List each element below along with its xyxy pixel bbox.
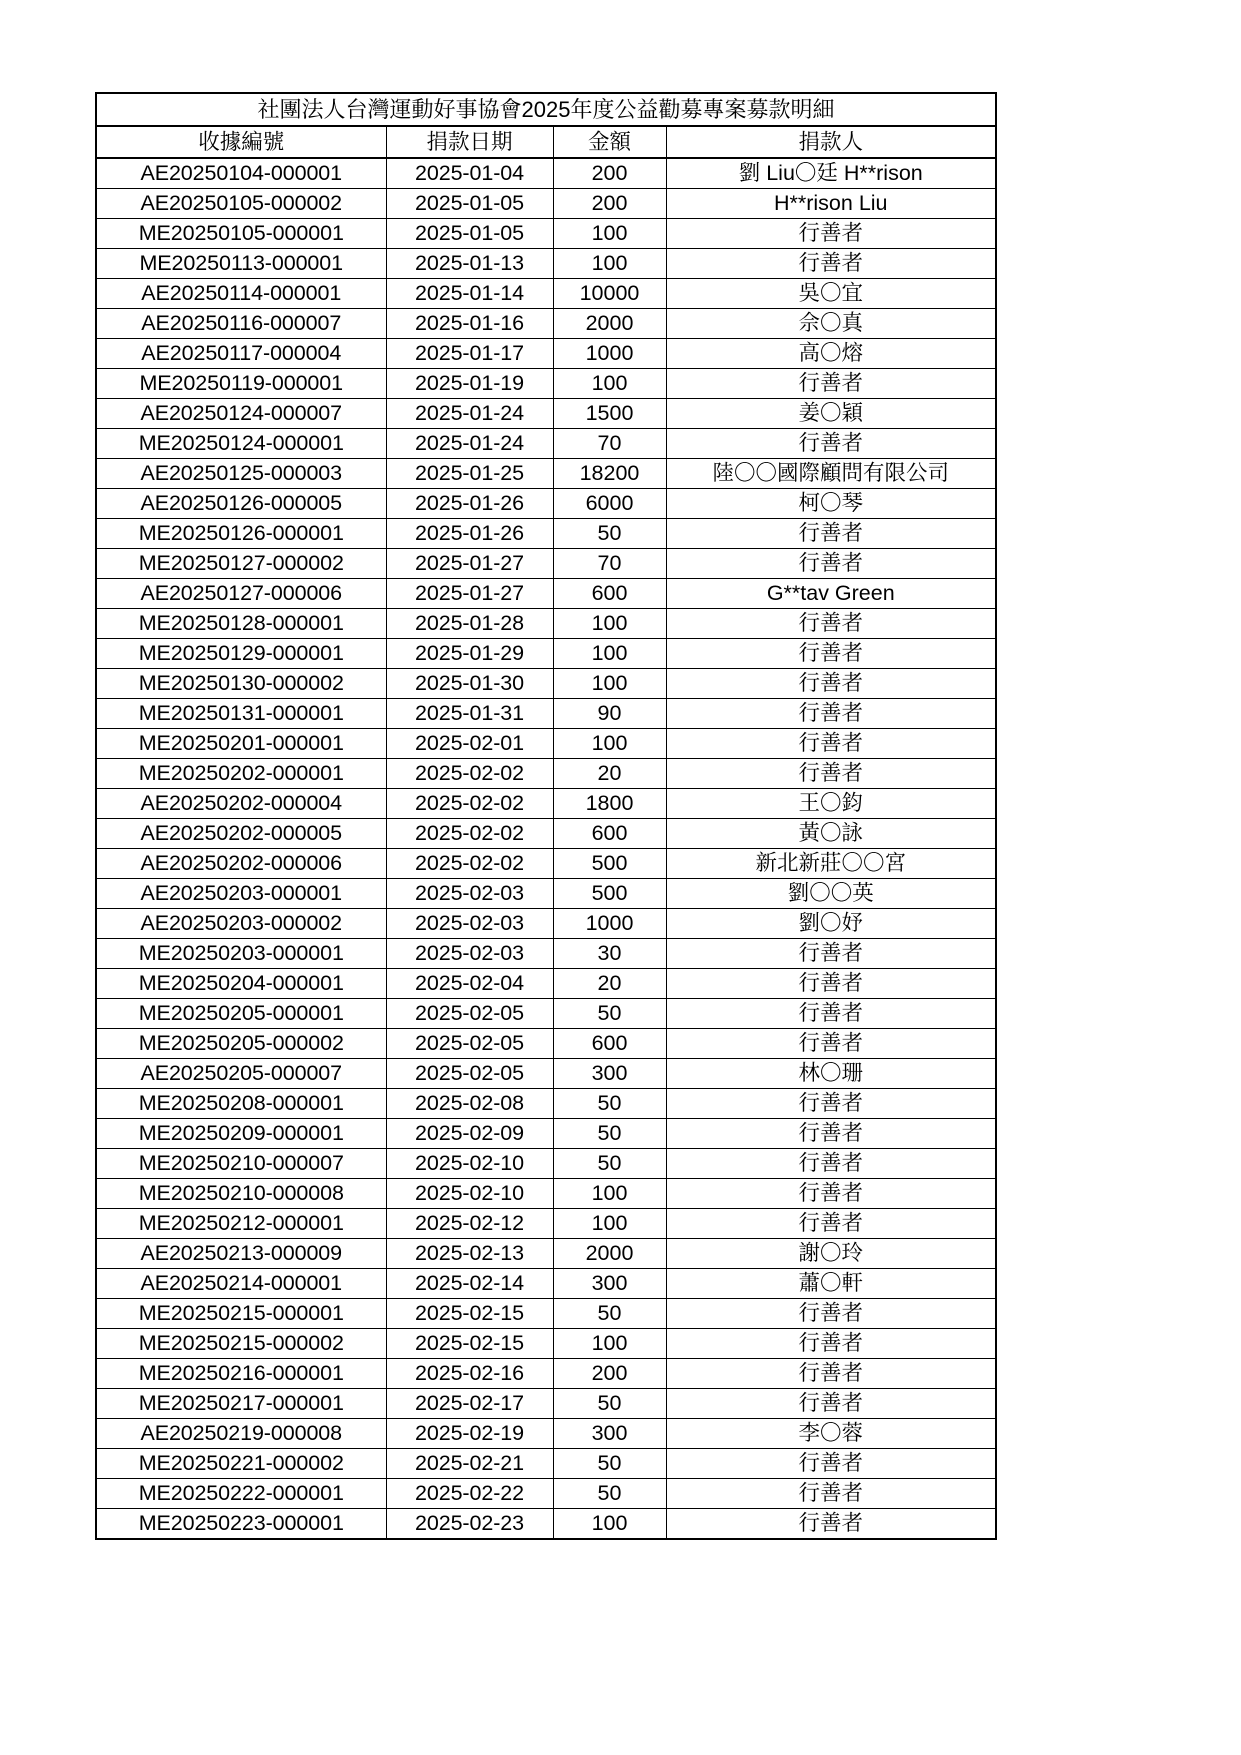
table-row <box>96 939 996 969</box>
cell-receipt: AE20250105-000002 <box>96 189 386 219</box>
table-row <box>96 729 996 759</box>
cell-date: 2025-02-02 <box>386 819 553 849</box>
table-title-row <box>96 93 996 126</box>
cell-amount: 1800 <box>553 789 666 819</box>
cell-date: 2025-02-03 <box>386 879 553 909</box>
cell-donor: 行善者 <box>666 969 996 999</box>
cell-donor: 行善者 <box>666 1209 996 1239</box>
cell-donor: 行善者 <box>666 519 996 549</box>
table-row <box>96 1329 996 1359</box>
cell-amount: 1000 <box>553 339 666 369</box>
table-row <box>96 1479 996 1509</box>
cell-receipt: AE20250116-000007 <box>96 309 386 339</box>
cell-date: 2025-02-23 <box>386 1509 553 1540</box>
cell-amount: 100 <box>553 729 666 759</box>
cell-date: 2025-01-30 <box>386 669 553 699</box>
cell-receipt: AE20250127-000006 <box>96 579 386 609</box>
column-header-date: 捐款日期 <box>386 126 553 158</box>
cell-amount: 100 <box>553 1179 666 1209</box>
cell-donor: 新北新莊〇〇宮 <box>666 849 996 879</box>
cell-donor: 李〇蓉 <box>666 1419 996 1449</box>
cell-donor: 高〇熔 <box>666 339 996 369</box>
cell-amount: 200 <box>553 158 666 189</box>
cell-date: 2025-02-21 <box>386 1449 553 1479</box>
cell-receipt: AE20250214-000001 <box>96 1269 386 1299</box>
cell-date: 2025-01-25 <box>386 459 553 489</box>
cell-donor: 行善者 <box>666 999 996 1029</box>
cell-receipt: ME20250208-000001 <box>96 1089 386 1119</box>
cell-donor: 林〇珊 <box>666 1059 996 1089</box>
column-header-donor: 捐款人 <box>666 126 996 158</box>
table-row <box>96 669 996 699</box>
cell-date: 2025-02-19 <box>386 1419 553 1449</box>
cell-receipt: AE20250203-000001 <box>96 879 386 909</box>
cell-date: 2025-01-24 <box>386 399 553 429</box>
cell-receipt: AE20250104-000001 <box>96 158 386 189</box>
table-row <box>96 579 996 609</box>
table-row <box>96 1419 996 1449</box>
cell-donor: 行善者 <box>666 669 996 699</box>
cell-receipt: AE20250202-000005 <box>96 819 386 849</box>
cell-amount: 50 <box>553 1089 666 1119</box>
cell-amount: 6000 <box>553 489 666 519</box>
cell-receipt: AE20250202-000006 <box>96 849 386 879</box>
cell-receipt: ME20250113-000001 <box>96 249 386 279</box>
cell-receipt: ME20250209-000001 <box>96 1119 386 1149</box>
cell-receipt: AE20250125-000003 <box>96 459 386 489</box>
cell-receipt: ME20250215-000001 <box>96 1299 386 1329</box>
cell-date: 2025-01-28 <box>386 609 553 639</box>
table-row <box>96 609 996 639</box>
table-row <box>96 1389 996 1419</box>
table-row <box>96 429 996 459</box>
table-row <box>96 1119 996 1149</box>
cell-receipt: ME20250205-000002 <box>96 1029 386 1059</box>
cell-date: 2025-02-15 <box>386 1329 553 1359</box>
cell-amount: 500 <box>553 879 666 909</box>
cell-date: 2025-01-29 <box>386 639 553 669</box>
cell-date: 2025-02-05 <box>386 1029 553 1059</box>
cell-donor: 劉〇妤 <box>666 909 996 939</box>
table-row <box>96 1089 996 1119</box>
table-row <box>96 369 996 399</box>
cell-receipt: AE20250202-000004 <box>96 789 386 819</box>
cell-amount: 50 <box>553 1449 666 1479</box>
cell-amount: 100 <box>553 669 666 699</box>
cell-date: 2025-01-26 <box>386 519 553 549</box>
cell-donor: 行善者 <box>666 639 996 669</box>
cell-receipt: ME20250128-000001 <box>96 609 386 639</box>
table-row <box>96 1149 996 1179</box>
table-row <box>96 1299 996 1329</box>
cell-date: 2025-01-26 <box>386 489 553 519</box>
cell-date: 2025-02-17 <box>386 1389 553 1419</box>
cell-amount: 2000 <box>553 309 666 339</box>
cell-amount: 500 <box>553 849 666 879</box>
cell-receipt: ME20250124-000001 <box>96 429 386 459</box>
cell-amount: 100 <box>553 249 666 279</box>
cell-donor: H**rison Liu <box>666 189 996 219</box>
table-row <box>96 158 996 189</box>
cell-date: 2025-02-01 <box>386 729 553 759</box>
cell-receipt: ME20250201-000001 <box>96 729 386 759</box>
cell-amount: 70 <box>553 429 666 459</box>
cell-date: 2025-01-27 <box>386 549 553 579</box>
cell-donor: 行善者 <box>666 1479 996 1509</box>
cell-amount: 90 <box>553 699 666 729</box>
cell-date: 2025-02-13 <box>386 1239 553 1269</box>
cell-amount: 1500 <box>553 399 666 429</box>
cell-date: 2025-02-02 <box>386 759 553 789</box>
cell-receipt: ME20250210-000008 <box>96 1179 386 1209</box>
cell-amount: 1000 <box>553 909 666 939</box>
cell-receipt: ME20250212-000001 <box>96 1209 386 1239</box>
cell-donor: 行善者 <box>666 1449 996 1479</box>
table-row <box>96 219 996 249</box>
cell-date: 2025-01-19 <box>386 369 553 399</box>
table-row <box>96 969 996 999</box>
table-row <box>96 909 996 939</box>
cell-receipt: AE20250205-000007 <box>96 1059 386 1089</box>
cell-amount: 30 <box>553 939 666 969</box>
cell-donor: 行善者 <box>666 1329 996 1359</box>
cell-donor: 行善者 <box>666 759 996 789</box>
cell-donor: G**tav Green <box>666 579 996 609</box>
cell-date: 2025-02-10 <box>386 1179 553 1209</box>
cell-amount: 100 <box>553 609 666 639</box>
cell-receipt: ME20250127-000002 <box>96 549 386 579</box>
cell-date: 2025-01-24 <box>386 429 553 459</box>
cell-donor: 行善者 <box>666 729 996 759</box>
cell-receipt: AE20250114-000001 <box>96 279 386 309</box>
cell-receipt: ME20250129-000001 <box>96 639 386 669</box>
table-row <box>96 339 996 369</box>
cell-amount: 600 <box>553 819 666 849</box>
cell-receipt: ME20250130-000002 <box>96 669 386 699</box>
cell-receipt: ME20250221-000002 <box>96 1449 386 1479</box>
cell-donor: 劉 Liu〇廷 H**rison <box>666 158 996 189</box>
cell-date: 2025-02-10 <box>386 1149 553 1179</box>
cell-donor: 黃〇詠 <box>666 819 996 849</box>
cell-receipt: ME20250119-000001 <box>96 369 386 399</box>
cell-amount: 50 <box>553 999 666 1029</box>
table-row <box>96 789 996 819</box>
cell-donor: 蕭〇軒 <box>666 1269 996 1299</box>
cell-donor: 行善者 <box>666 549 996 579</box>
cell-receipt: ME20250217-000001 <box>96 1389 386 1419</box>
cell-date: 2025-02-02 <box>386 849 553 879</box>
cell-amount: 18200 <box>553 459 666 489</box>
table-row <box>96 639 996 669</box>
cell-donor: 行善者 <box>666 1089 996 1119</box>
cell-receipt: ME20250105-000001 <box>96 219 386 249</box>
cell-receipt: AE20250219-000008 <box>96 1419 386 1449</box>
cell-donor: 陸〇〇國際顧問有限公司 <box>666 459 996 489</box>
table-row <box>96 1269 996 1299</box>
cell-amount: 50 <box>553 1389 666 1419</box>
table-row <box>96 249 996 279</box>
cell-amount: 100 <box>553 639 666 669</box>
cell-receipt: ME20250126-000001 <box>96 519 386 549</box>
cell-amount: 600 <box>553 579 666 609</box>
cell-amount: 50 <box>553 1149 666 1179</box>
table-row <box>96 879 996 909</box>
cell-amount: 2000 <box>553 1239 666 1269</box>
cell-receipt: ME20250205-000001 <box>96 999 386 1029</box>
cell-date: 2025-02-12 <box>386 1209 553 1239</box>
table-header-row <box>96 126 996 158</box>
cell-donor: 行善者 <box>666 699 996 729</box>
cell-amount: 100 <box>553 369 666 399</box>
table-row <box>96 519 996 549</box>
cell-date: 2025-02-03 <box>386 909 553 939</box>
table-row <box>96 1239 996 1269</box>
table-row <box>96 399 996 429</box>
donation-ledger-table <box>95 92 997 1540</box>
cell-donor: 行善者 <box>666 249 996 279</box>
cell-receipt: ME20250203-000001 <box>96 939 386 969</box>
cell-receipt: AE20250203-000002 <box>96 909 386 939</box>
cell-date: 2025-02-15 <box>386 1299 553 1329</box>
cell-receipt: ME20250204-000001 <box>96 969 386 999</box>
cell-date: 2025-01-16 <box>386 309 553 339</box>
cell-date: 2025-02-05 <box>386 999 553 1029</box>
cell-amount: 50 <box>553 1479 666 1509</box>
table-row <box>96 1509 996 1540</box>
cell-amount: 100 <box>553 219 666 249</box>
cell-date: 2025-01-31 <box>386 699 553 729</box>
cell-amount: 200 <box>553 189 666 219</box>
cell-receipt: ME20250223-000001 <box>96 1509 386 1540</box>
cell-date: 2025-02-03 <box>386 939 553 969</box>
cell-date: 2025-02-02 <box>386 789 553 819</box>
cell-amount: 100 <box>553 1509 666 1540</box>
table-row <box>96 699 996 729</box>
table-row <box>96 459 996 489</box>
cell-donor: 柯〇琴 <box>666 489 996 519</box>
cell-date: 2025-01-05 <box>386 189 553 219</box>
column-header-receipt: 收據編號 <box>96 126 386 158</box>
cell-date: 2025-02-05 <box>386 1059 553 1089</box>
cell-amount: 200 <box>553 1359 666 1389</box>
table-row <box>96 849 996 879</box>
cell-receipt: AE20250117-000004 <box>96 339 386 369</box>
cell-receipt: ME20250210-000007 <box>96 1149 386 1179</box>
table-row <box>96 759 996 789</box>
table-row <box>96 819 996 849</box>
cell-receipt: AE20250213-000009 <box>96 1239 386 1269</box>
cell-donor: 行善者 <box>666 1299 996 1329</box>
table-row <box>96 489 996 519</box>
table-row <box>96 1029 996 1059</box>
cell-receipt: ME20250216-000001 <box>96 1359 386 1389</box>
cell-donor: 行善者 <box>666 1509 996 1540</box>
cell-amount: 70 <box>553 549 666 579</box>
cell-donor: 吳〇宜 <box>666 279 996 309</box>
cell-donor: 行善者 <box>666 1389 996 1419</box>
cell-donor: 謝〇玲 <box>666 1239 996 1269</box>
cell-date: 2025-02-08 <box>386 1089 553 1119</box>
table-row <box>96 279 996 309</box>
cell-date: 2025-02-16 <box>386 1359 553 1389</box>
cell-amount: 20 <box>553 759 666 789</box>
table-row <box>96 1449 996 1479</box>
cell-amount: 10000 <box>553 279 666 309</box>
cell-donor: 行善者 <box>666 609 996 639</box>
cell-donor: 行善者 <box>666 219 996 249</box>
cell-donor: 行善者 <box>666 939 996 969</box>
cell-donor: 行善者 <box>666 1119 996 1149</box>
cell-date: 2025-01-05 <box>386 219 553 249</box>
table-row <box>96 309 996 339</box>
cell-amount: 50 <box>553 519 666 549</box>
cell-amount: 50 <box>553 1119 666 1149</box>
cell-date: 2025-01-14 <box>386 279 553 309</box>
cell-date: 2025-01-04 <box>386 158 553 189</box>
cell-date: 2025-02-04 <box>386 969 553 999</box>
table-row <box>96 999 996 1029</box>
cell-amount: 50 <box>553 1299 666 1329</box>
table-row <box>96 1059 996 1089</box>
cell-donor: 行善者 <box>666 1029 996 1059</box>
cell-date: 2025-02-22 <box>386 1479 553 1509</box>
cell-amount: 300 <box>553 1059 666 1089</box>
cell-date: 2025-02-09 <box>386 1119 553 1149</box>
cell-donor: 姜〇穎 <box>666 399 996 429</box>
cell-receipt: ME20250202-000001 <box>96 759 386 789</box>
cell-amount: 100 <box>553 1209 666 1239</box>
cell-donor: 行善者 <box>666 369 996 399</box>
table-row <box>96 1209 996 1239</box>
cell-donor: 行善者 <box>666 1149 996 1179</box>
table-body <box>96 93 996 1539</box>
table-row <box>96 549 996 579</box>
cell-date: 2025-01-13 <box>386 249 553 279</box>
cell-donor: 行善者 <box>666 1179 996 1209</box>
cell-amount: 100 <box>553 1329 666 1359</box>
cell-donor: 行善者 <box>666 1359 996 1389</box>
cell-amount: 600 <box>553 1029 666 1059</box>
cell-donor: 行善者 <box>666 429 996 459</box>
cell-date: 2025-01-27 <box>386 579 553 609</box>
cell-donor: 劉〇〇英 <box>666 879 996 909</box>
cell-amount: 300 <box>553 1419 666 1449</box>
cell-donor: 佘〇真 <box>666 309 996 339</box>
cell-date: 2025-02-14 <box>386 1269 553 1299</box>
cell-receipt: ME20250222-000001 <box>96 1479 386 1509</box>
cell-receipt: AE20250124-000007 <box>96 399 386 429</box>
cell-amount: 20 <box>553 969 666 999</box>
cell-donor: 王〇鈞 <box>666 789 996 819</box>
table-row <box>96 189 996 219</box>
cell-amount: 300 <box>553 1269 666 1299</box>
table-row <box>96 1179 996 1209</box>
table-row <box>96 1359 996 1389</box>
cell-receipt: ME20250131-000001 <box>96 699 386 729</box>
cell-date: 2025-01-17 <box>386 339 553 369</box>
cell-receipt: ME20250215-000002 <box>96 1329 386 1359</box>
column-header-amount: 金額 <box>553 126 666 158</box>
cell-receipt: AE20250126-000005 <box>96 489 386 519</box>
document-title: 社團法人台灣運動好事協會2025年度公益勸募專案募款明細 <box>96 93 996 126</box>
